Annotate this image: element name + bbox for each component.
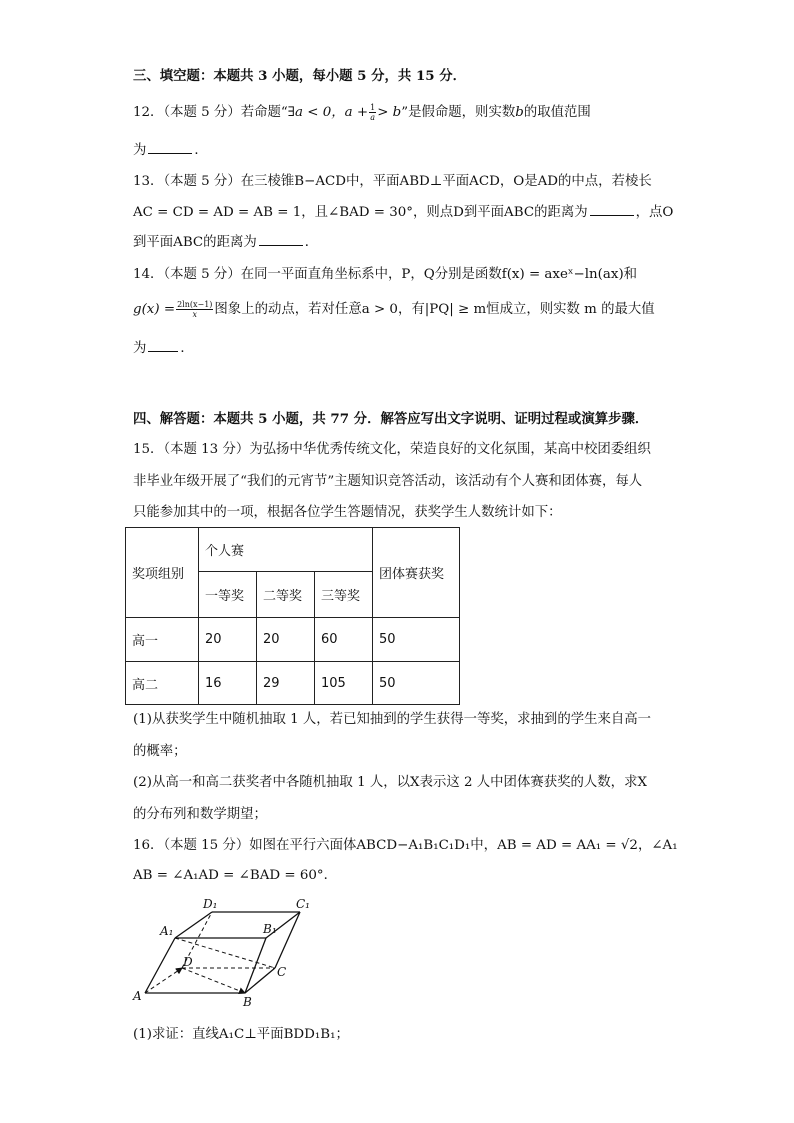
question-13-line2 (133, 202, 673, 223)
edge-ad (145, 968, 182, 993)
q12-frac-num: 1 (370, 103, 376, 112)
q14-line3b: ． (180, 341, 194, 356)
q12-line2-suffix: ． (194, 143, 208, 158)
question-13-line1: 13．（本题 5 分）在三棱锥B−ACD中，平面ABD⊥平面ACD，O是AD的中点，若棱长 (133, 174, 652, 189)
q14-fraction (176, 300, 213, 319)
row-team: 50 (373, 618, 460, 662)
q13-line2b: ，点O (635, 205, 674, 220)
section4-heading: 四、解答题：本题共 5 小题，共 77 分．解答应写出文字说明、证明过程或演算步骤． (133, 411, 649, 427)
row-grade: 高一 (126, 618, 199, 662)
row-grade: 高二 (126, 662, 199, 705)
q12-var: b (515, 105, 524, 120)
q14-answer-blank[interactable] (148, 338, 178, 352)
q13-line3a: 到平面ABC的距离为 (133, 235, 257, 250)
question-16-line1: 16．（本题 15 分）如图在平行六面体ABCD−A₁B₁C₁D₁中，AB = AD = AA₁ = √2，∠A₁ (133, 838, 678, 853)
q14-line3a: 为 (133, 341, 147, 356)
q12-answer-blank[interactable] (148, 140, 192, 154)
header-second-prize: 二等奖 (257, 572, 315, 618)
q12-line2-prefix: 为 (133, 143, 147, 158)
table-row (126, 662, 460, 705)
row-first: 20 (199, 618, 257, 662)
question-12-line2 (133, 140, 208, 161)
header-first-prize: 一等奖 (199, 572, 257, 618)
label-b: B (243, 995, 252, 1009)
q13-answer-blank-1[interactable] (590, 202, 634, 216)
edge-cc1 (275, 912, 300, 968)
q13-answer-blank-2[interactable] (259, 232, 303, 246)
label-a1: A₁ (160, 924, 174, 938)
q15-part1-line2: 的概率； (133, 744, 187, 759)
header-third-prize: 三等奖 (315, 572, 373, 618)
row-first: 16 (199, 662, 257, 705)
q16-part1: (1)求证：直线A₁C⊥平面BDD₁B₁； (133, 1027, 349, 1042)
row-second: 29 (257, 662, 315, 705)
q12-inequality: > b (377, 105, 402, 120)
question-15-line3: 只能参加其中的一项，根据各位学生答题情况，获奖学生人数统计如下： (133, 505, 562, 520)
awards-table (125, 527, 460, 705)
header-individual: 个人赛 (199, 528, 373, 572)
q14-line2-text: 图象上的动点，若对任意a > 0，有|PQ| ≥ m恒成立，则实数 m 的最大值 (214, 302, 655, 317)
q12-frac-den: a (370, 113, 376, 122)
question-14-line1: 14．（本题 5 分）在同一平面直角坐标系中，P，Q分别是函数f(x) = axeˣ−ln(ax)和 (133, 267, 638, 282)
q14-g-prefix: g(x) = (133, 302, 176, 317)
question-16-line2: AB = ∠A₁AD = ∠BAD = 60°． (133, 868, 337, 883)
label-c: C (277, 965, 287, 979)
label-c1: C₁ (296, 897, 310, 911)
exists-symbol: ∃ (287, 105, 295, 120)
question-15-line1: 15．（本题 13 分）为弘扬中华优秀传统文化，荣造良好的文化氛围，某高中校团委组织 (133, 442, 651, 457)
label-d1: D₁ (203, 897, 218, 911)
edge-a1d1 (175, 912, 212, 938)
q13-line2a: AC = CD = AD = AB = 1，且∠BAD = 30°，则点D到平面ABC的距离为 (133, 205, 588, 220)
q15-part2-line1: (2)从高一和高二获奖者中各随机抽取 1 人，以X表示这 2 人中团体赛获奖的人数，求X (133, 775, 647, 790)
question-13-line3 (133, 232, 318, 253)
question-15-line2: 非毕业年级开展了“我们的元宵节”主题知识竞答活动，该活动有个人赛和团体赛，每人 (133, 474, 643, 489)
label-d: D (183, 955, 193, 969)
label-b1: B₁ (263, 922, 277, 936)
question-14-line3 (133, 338, 194, 359)
q12-condition: a < 0，a + (295, 105, 369, 120)
header-team: 团体赛获奖 (373, 528, 460, 618)
table-row (126, 618, 460, 662)
q14-frac-den: x (192, 310, 197, 319)
q15-part1-line1: (1)从获奖学生中随机抽取 1 人，若已知抽到的学生获得一等奖，求抽到的学生来自高一 (133, 712, 652, 727)
label-a: A (133, 989, 142, 1003)
q12-suffix: ”是假命题，则实数 (401, 105, 516, 120)
section3-heading: 三、填空题：本题共 3 小题，每小题 5 分，共 15 分． (133, 68, 467, 84)
q14-frac-num: 2ln(x−1) (177, 300, 213, 309)
diag-db (182, 968, 245, 993)
question-12-line1 (133, 103, 591, 123)
row-third: 105 (315, 662, 373, 705)
q15-part2-line2: 的分布列和数学期望； (133, 807, 267, 822)
edge-aa1 (145, 938, 175, 993)
q12-fraction (369, 103, 376, 122)
row-second: 20 (257, 618, 315, 662)
header-col-group: 奖项组别 (126, 528, 199, 618)
row-team: 50 (373, 662, 460, 705)
q12-prefix: 12．（本题 5 分）若命题“ (133, 105, 288, 120)
q13-line3b: ． (304, 235, 319, 250)
question-14-line2 (133, 300, 655, 320)
q12-tail: 的取值范围 (523, 105, 591, 120)
parallelepiped-figure (130, 895, 310, 1010)
row-third: 60 (315, 618, 373, 662)
